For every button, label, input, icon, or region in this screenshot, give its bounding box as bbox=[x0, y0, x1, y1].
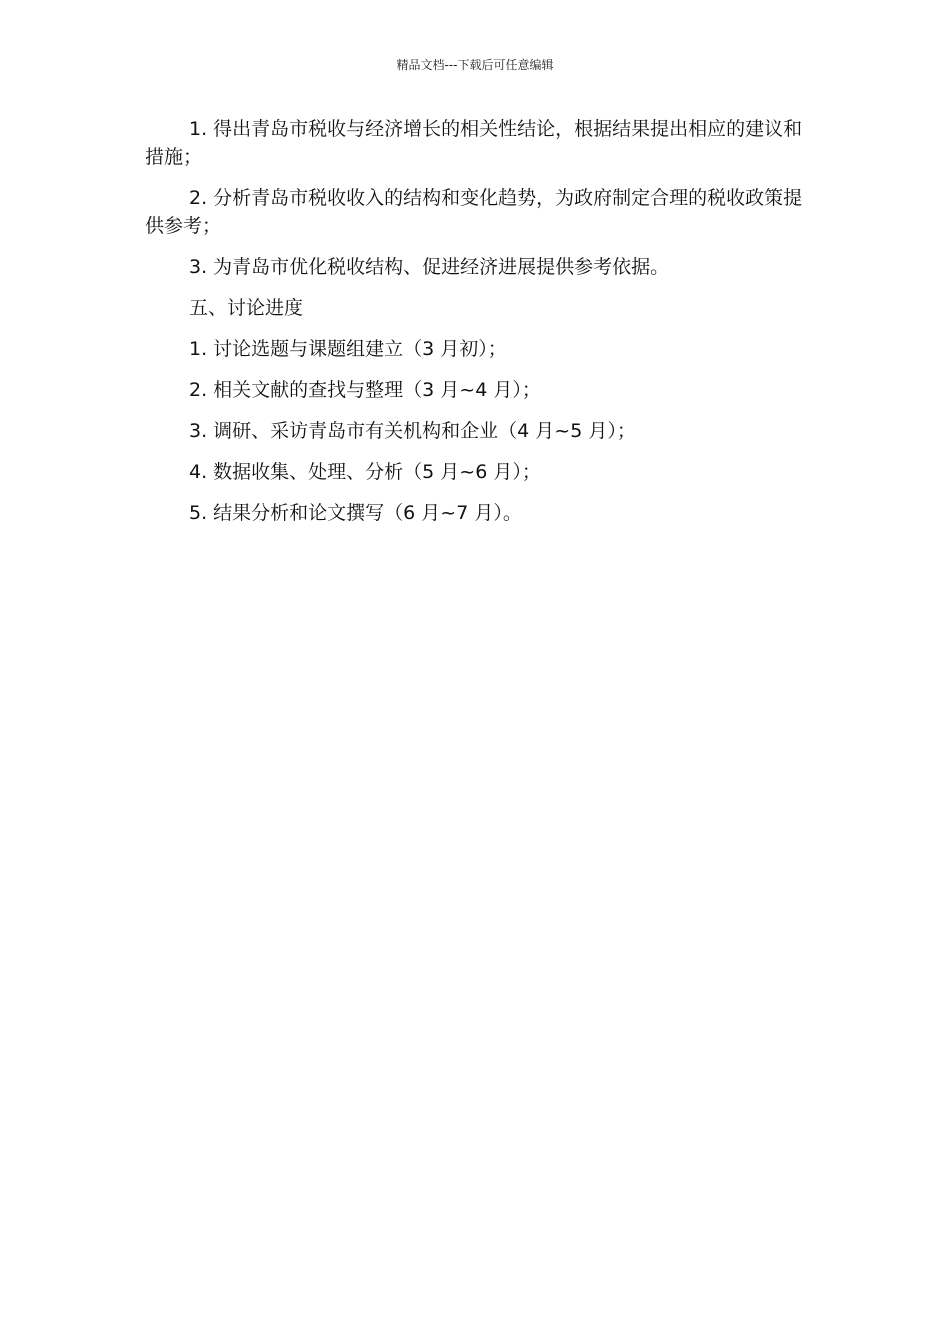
schedule-item-3: 3. 调研、采访青岛市有关机构和企业（4 月~5 月）； bbox=[189, 420, 636, 442]
page-header: 精品文档---下载后可任意编辑 bbox=[396, 58, 554, 72]
schedule-item-1: 1. 讨论选题与课题组建立（3 月初）； bbox=[189, 338, 507, 360]
objective-2: 2. 分析青岛市税收收入的结构和变化趋势，为政府制定合理的税收政策提供参考； bbox=[145, 187, 803, 237]
objective-3: 3. 为青岛市优化税收结构、促进经济进展提供参考依据。 bbox=[189, 256, 670, 278]
document-body bbox=[145, 115, 805, 540]
schedule-item-4: 4. 数据收集、处理、分析（5 月~6 月）； bbox=[189, 461, 541, 483]
schedule-item-2: 2. 相关文献的查找与整理（3 月~4 月）； bbox=[189, 379, 541, 401]
schedule-item-5: 5. 结果分析和论文撰写（6 月~7 月）。 bbox=[189, 502, 522, 524]
objective-1: 1. 得出青岛市税收与经济增长的相关性结论，根据结果提出相应的建议和措施； bbox=[145, 118, 803, 168]
section-heading: 五、讨论进度 bbox=[189, 297, 304, 319]
